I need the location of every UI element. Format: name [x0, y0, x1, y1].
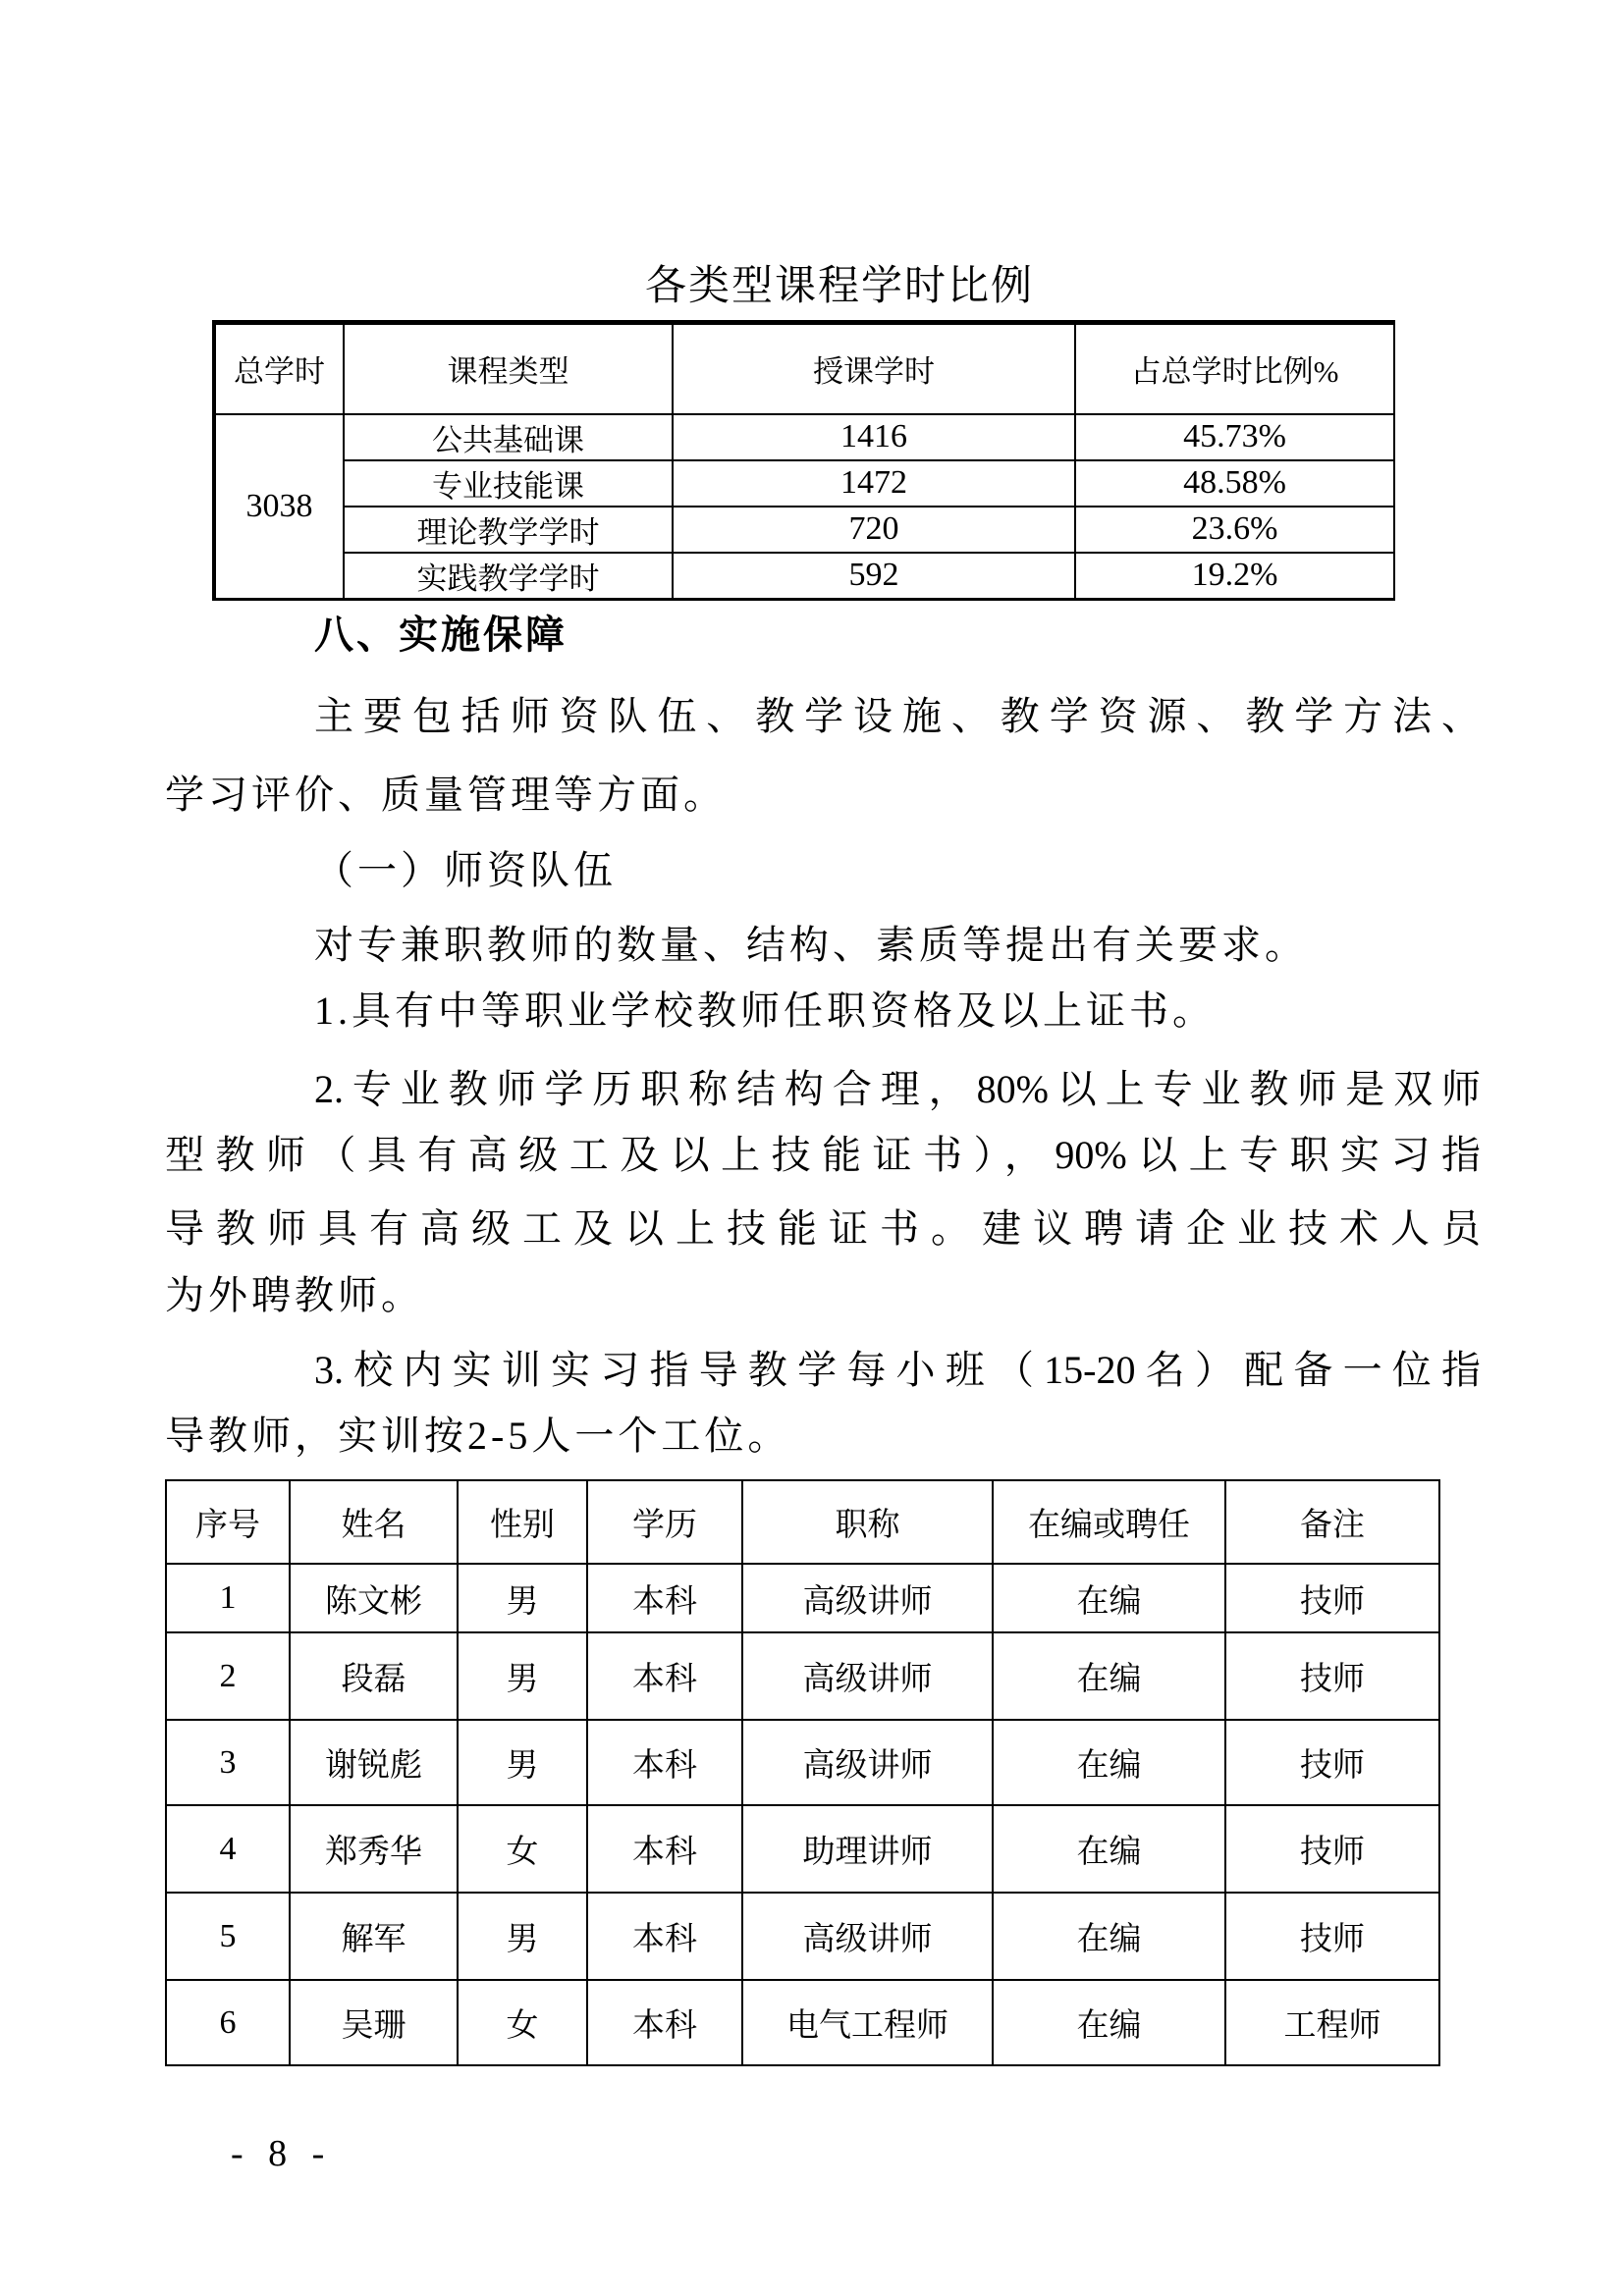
hours-row-hours: 720 — [673, 507, 1075, 553]
cell-note: 工程师 — [1225, 1980, 1439, 2065]
cell-note: 技师 — [1225, 1720, 1439, 1805]
cell-no: 3 — [166, 1720, 290, 1805]
hours-row-hours: 1416 — [673, 414, 1075, 460]
cell-education: 本科 — [587, 1632, 742, 1720]
body-line: 为外聘教师。 — [165, 1273, 424, 1317]
cell-no: 4 — [166, 1805, 290, 1893]
hours-table-header-row — [214, 323, 1394, 414]
teachers-header-note: 备注 — [1225, 1480, 1439, 1564]
teachers-header-employment: 在编或聘任 — [993, 1480, 1225, 1564]
cell-no: 6 — [166, 1980, 290, 2065]
hours-total-value: 3038 — [214, 414, 344, 600]
cell-gender: 男 — [458, 1893, 587, 1980]
cell-education: 本科 — [587, 1980, 742, 2065]
hours-row-type: 理论教学学时 — [344, 507, 673, 553]
hours-row-hours: 1472 — [673, 460, 1075, 507]
cell-name: 陈文彬 — [290, 1564, 458, 1632]
hours-header-hours: 授课学时 — [673, 323, 1075, 414]
cell-employment: 在编 — [993, 1564, 1225, 1632]
body-line: 3.校内实训实习指导教学每小班（15-20名）配备一位指 — [314, 1348, 1481, 1392]
body-line: 主要包括师资队伍、教学设施、教学资源、教学方法、 — [314, 694, 1481, 738]
cell-education: 本科 — [587, 1893, 742, 1980]
cell-employment: 在编 — [993, 1805, 1225, 1893]
hours-header-percent: 占总学时比例% — [1075, 323, 1394, 414]
cell-title: 电气工程师 — [742, 1980, 993, 2065]
hours-table-row — [214, 507, 1394, 553]
body-line: 学习评价、质量管理等方面。 — [165, 773, 727, 817]
teachers-header-no: 序号 — [166, 1480, 290, 1564]
hours-table-row — [214, 460, 1394, 507]
cell-no: 1 — [166, 1564, 290, 1632]
cell-gender: 女 — [458, 1805, 587, 1893]
cell-gender: 男 — [458, 1632, 587, 1720]
cell-employment: 在编 — [993, 1720, 1225, 1805]
hours-row-type: 实践教学学时 — [344, 553, 673, 600]
cell-gender: 女 — [458, 1980, 587, 2065]
teachers-table — [165, 1479, 1440, 2066]
cell-title: 高级讲师 — [742, 1632, 993, 1720]
body-line: 导教师，实训按2-5人一个工位。 — [165, 1414, 791, 1458]
cell-education: 本科 — [587, 1720, 742, 1805]
cell-employment: 在编 — [993, 1980, 1225, 2065]
hours-row-hours: 592 — [673, 553, 1075, 600]
cell-name: 谢锐彪 — [290, 1720, 458, 1805]
hours-table-row — [214, 553, 1394, 600]
cell-note: 技师 — [1225, 1893, 1439, 1980]
cell-note: 技师 — [1225, 1564, 1439, 1632]
cell-gender: 男 — [458, 1564, 587, 1632]
page-number: - 8 - — [231, 2133, 333, 2174]
cell-employment: 在编 — [993, 1632, 1225, 1720]
cell-gender: 男 — [458, 1720, 587, 1805]
cell-no: 2 — [166, 1632, 290, 1720]
hours-table-title: 各类型课程学时比例 — [645, 264, 1035, 309]
cell-employment: 在编 — [993, 1893, 1225, 1980]
body-line: （一）师资队伍 — [314, 848, 617, 892]
cell-title: 助理讲师 — [742, 1805, 993, 1893]
teachers-header-education: 学历 — [587, 1480, 742, 1564]
hours-row-percent: 48.58% — [1075, 460, 1394, 507]
cell-education: 本科 — [587, 1564, 742, 1632]
hours-row-percent: 19.2% — [1075, 553, 1394, 600]
hours-row-percent: 45.73% — [1075, 414, 1394, 460]
cell-name: 吴珊 — [290, 1980, 458, 2065]
teachers-header-title: 职称 — [742, 1480, 993, 1564]
teachers-table-header-row — [166, 1480, 1439, 1564]
cell-note: 技师 — [1225, 1632, 1439, 1720]
cell-education: 本科 — [587, 1805, 742, 1893]
teachers-header-gender: 性别 — [458, 1480, 587, 1564]
teachers-table-row — [166, 1805, 1439, 1893]
body-line: 对专兼职教师的数量、结构、素质等提出有关要求。 — [314, 923, 1308, 967]
cell-note: 技师 — [1225, 1805, 1439, 1893]
section-heading: 八、实施保障 — [314, 614, 568, 657]
cell-title: 高级讲师 — [742, 1564, 993, 1632]
hours-header-type: 课程类型 — [344, 323, 673, 414]
hours-row-type: 专业技能课 — [344, 460, 673, 507]
teachers-table-row — [166, 1564, 1439, 1632]
teachers-table-row — [166, 1720, 1439, 1805]
body-line: 2.专业教师学历职称结构合理，80%以上专业教师是双师 — [314, 1067, 1481, 1111]
hours-table — [212, 320, 1395, 601]
body-line: 导教师具有高级工及以上技能证书。建议聘请企业技术人员 — [165, 1206, 1481, 1251]
teachers-table-row — [166, 1893, 1439, 1980]
cell-title: 高级讲师 — [742, 1720, 993, 1805]
body-line: 型教师（具有高级工及以上技能证书），90%以上专职实习指 — [165, 1133, 1481, 1177]
cell-name: 段磊 — [290, 1632, 458, 1720]
body-line: 1.具有中等职业学校教师任职资格及以上证书。 — [314, 988, 1216, 1033]
hours-table-row — [214, 414, 1394, 460]
cell-name: 解军 — [290, 1893, 458, 1980]
teachers-header-name: 姓名 — [290, 1480, 458, 1564]
cell-no: 5 — [166, 1893, 290, 1980]
hours-row-type: 公共基础课 — [344, 414, 673, 460]
teachers-table-row — [166, 1980, 1439, 2065]
cell-name: 郑秀华 — [290, 1805, 458, 1893]
hours-header-total: 总学时 — [214, 323, 344, 414]
teachers-table-row — [166, 1632, 1439, 1720]
cell-title: 高级讲师 — [742, 1893, 993, 1980]
hours-row-percent: 23.6% — [1075, 507, 1394, 553]
